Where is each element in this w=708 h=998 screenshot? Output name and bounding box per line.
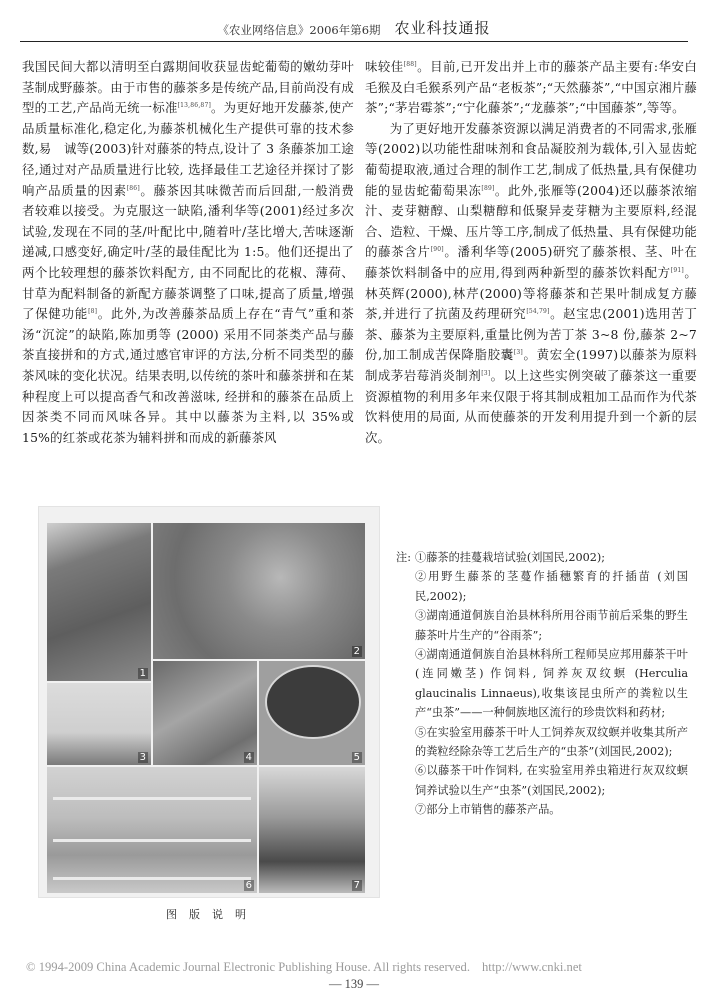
- citation: [86]: [126, 184, 140, 192]
- caption-item: ④湖南通道侗族自治县林科所工程师吴应邦用藤茶干叶 (连同嫩茎) 作饲料, 饲养灰双纹螟 (Herculia glaucinalis Linnaeus),收集该昆虫所产的粪粒以生产“虫茶”——一种侗族地区流行的珍贵饮料和药材;: [415, 648, 688, 720]
- column-title: 农业科技通报: [394, 19, 491, 37]
- photo-guyu-tea-package: 3: [47, 683, 151, 765]
- caption-item: ⑥以藤茶干叶作饲料, 在实验室用养虫箱进行灰双纹螟饲养试验以生产“虫茶”(刘国民,2002);: [415, 764, 688, 797]
- caption-item: ②用野生藤茶的茎蔓作插穗繁育的扦插苗 (刘国民,2002);: [415, 570, 688, 603]
- citation: [3]: [513, 349, 523, 357]
- body-column-right: [365, 57, 697, 448]
- shelf: [53, 797, 251, 800]
- citation: [91]: [670, 266, 684, 274]
- paragraph: 味较佳[88]。目前,已开发出并上市的藤茶产品主要有:华安白毛猴及白毛猴系列产品“老板茶”;“天然藤茶”,“中国京湘片藤茶”;“茅岩霉茶”;“宁化藤茶”;“龙藤茶”;“中国藤茶”,等等。: [365, 59, 697, 116]
- citation: [8]: [88, 308, 98, 315]
- shelf: [53, 839, 251, 842]
- journal-issue: 《农业网络信息》2006年第6期: [217, 23, 381, 37]
- photo-insect-feeding: 4: [153, 661, 257, 765]
- caption-item: ⑦部分上市销售的藤茶产品。: [415, 803, 561, 817]
- cnki-link[interactable]: http://www.cnki.net: [481, 960, 582, 974]
- paragraph: 我国民间大都以清明至白露期间收获显齿蛇葡萄的嫩幼芽叶茎制成野藤茶。由于市售的藤茶多是传统产品,目前尚没有成型的工艺,产品尚无统一标准[13,86,87]。为更好地开发藤茶,使产品质量标准化,稳定化,为藤茶机械化生产提供可靠的技术参数,易 诚等(2003)针对藤茶的特点,设计了 3 条藤茶加工途径,通过对产品质量进行比较, 选择最佳工艺途径并探讨了影响产品质量的因素[86]。藤茶因其味微苦而后回甜,一般消费者较难以接受。为克服这一缺陷,潘利华等(2001)经过多次试验,发现在不同的茎/叶配比中,随着叶/茎比增大,苦味逐渐递减,口感变好,确定叶/茎的最佳配比为 1:5。他们还提出了两个比较理想的藤茶饮料配方, 由不同配比的花椒、薄荷、甘草为配料制备的新配方藤茶调整了口味,提高了质量,增强了保健功能[8]。此外,为改善藤茶品质上存在“青气”重和茶汤“沉淀”的缺陷,陈加勇等 (2000) 采用不同茶类产品与藤茶直接拼和的方式,通过感官审评的方法,分析不同类型的藤茶风味的变化状况。结果表明,以传统的茶叶和藤茶拼和在某种程度上可以提高香气和改善滋味, 经拼和的藤茶在品质上因茶类不同而风味各异。其中以藤茶为主料,以 35%或 15%的红茶或花茶为辅料拼和而成的新藤茶风: [22, 59, 355, 445]
- caption-item: ⑤在实验室用藤茶干叶人工饲养灰双纹螟并收集其所产的粪粒经除杂等工艺后生产的“虫茶”(刘国民,2002);: [415, 725, 688, 759]
- plate-caption: [396, 548, 688, 820]
- photo-plate: [38, 506, 380, 898]
- photo-cutting-seedlings: 2: [153, 523, 365, 659]
- caption-item: ③湖南通道侗族自治县林科所用谷雨节前后采集的野生藤茶叶片生产的“谷雨茶”;: [415, 609, 688, 642]
- photo-insect-tea-dish: 5: [259, 661, 365, 765]
- photo-market-products: 7: [259, 767, 365, 893]
- photo-rearing-boxes: 6: [47, 767, 257, 893]
- shelf: [53, 877, 251, 880]
- running-header: [20, 0, 688, 42]
- petri-dish: [265, 665, 361, 739]
- citation: [54,79]: [526, 308, 550, 315]
- photo-vine-cultivation: 1: [47, 523, 151, 681]
- citation: [88]: [403, 60, 417, 68]
- copyright-notice: © 1994-2009 China Academic Journal Electronic Publishing House. All rights reserved. http://www.cnki.net: [26, 960, 582, 974]
- note-label: 注:: [396, 551, 411, 564]
- citation: [90]: [430, 246, 444, 254]
- page-number: — 139 —: [329, 977, 379, 991]
- caption-item: ①藤茶的挂蔓栽培试验(刘国民,2002);: [415, 551, 605, 564]
- citation: [13,86,87]: [177, 102, 212, 110]
- citation: [3]: [481, 369, 491, 377]
- citation: [89]: [481, 184, 495, 192]
- plate-title: 图版说明: [166, 908, 258, 921]
- paragraph: 为了更好地开发藤茶资源以满足消费者的不同需求,张雁等(2002)以功能性甜味剂和食品凝胶剂为载体,引入显齿蛇葡萄提取液,通过合理的制作工艺,制成了低热量,具有保健功能的显齿蛇葡萄果冻[89]。此外,张雁等(2004)还以藤茶浓缩汁、麦芽糖醇、山梨糖醇和低聚异麦芽糖为主要原料,经混合、造粒、干燥、压片等工序,制成了低热量、具有保健功能的藤茶含片[90]。潘利华等(2005)研究了藤茶根、茎、叶在藤茶饮料制备中的应用,得到两种新型的藤茶饮料配方[91]。林英辉(2000),林芹(2000)等将藤茶和芒果叶制成复方藤茶,并进行了抗菌及药理研究[54,79]。赵宝忠(2001)选用苦丁茶、藤茶为主要原料,重量比例为苦丁茶 3~8 份,藤茶 2~7 份,加工制成苦保降脂胶囊[3]。黄宏全(1997)以藤茶为原料制成茅岩莓消炎制剂[3]。以上这些实例突破了藤茶这一重要资源植物的利用多年来仅限于将其制成粗加工品而作为代茶饮料使用的局面, 从而使藤茶的开发利用提升到一个新的层次。: [365, 120, 698, 445]
- body-column-left: [22, 57, 354, 448]
